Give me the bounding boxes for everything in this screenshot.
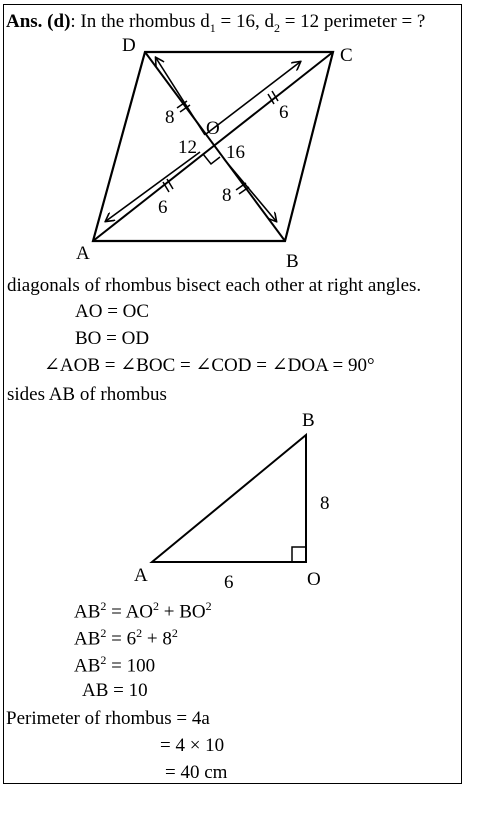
right-angle-mark [203, 154, 220, 164]
label-DO: 8 [165, 107, 175, 128]
vertex-D: D [122, 35, 136, 56]
bisect-statement: diagonals of rhombus bisect each other at right angles. [7, 275, 422, 296]
arrow-to-B [224, 159, 276, 221]
d1-value: = 16, d [215, 11, 274, 32]
equation-BO-OD: BO = OD [75, 328, 150, 349]
vertex-C: C [340, 45, 353, 66]
pythagoras-step-3: $AB^2 = 100$ [74, 653, 156, 677]
label-d1: 16 [226, 142, 245, 163]
vertex-A: A [76, 243, 90, 264]
d1-subscript: 1 [209, 20, 216, 35]
triangle-side-AO: 6 [224, 572, 234, 593]
triangle-vertex-A: A [134, 565, 148, 586]
d2-value: = 12 perimeter = ? [279, 11, 426, 32]
pythagoras-result: AB = 10 [82, 680, 148, 701]
vertex-B: B [286, 251, 299, 272]
label-d2: 12 [178, 137, 197, 158]
equation-angles: ∠AOB = ∠BOC = ∠COD = ∠DOA = 90° [44, 355, 375, 376]
perimeter-formula: Perimeter of rhombus = 4a [6, 708, 210, 729]
question-text: : In the rhombus d [70, 11, 210, 32]
pythagoras-step-1: $AB^2 = AO^2 + BO^2$ [74, 599, 212, 623]
answer-label: Ans. (d) [6, 11, 71, 32]
arrow-to-C [206, 62, 300, 134]
triangle-vertex-B: B [302, 410, 315, 431]
label-AO: 6 [158, 197, 168, 218]
sides-statement: sides AB of rhombus [7, 384, 167, 405]
perimeter-result: = 40 cm [165, 762, 228, 783]
triangle-side-BO: 8 [320, 493, 330, 514]
d2-subscript: 2 [273, 20, 280, 35]
label-OB: 8 [222, 185, 232, 206]
right-triangle [152, 435, 306, 562]
pythagoras-step-2: $AB^2 = 6^2 + 8^2$ [74, 626, 178, 650]
label-OC: 6 [279, 102, 289, 123]
triangle-vertex-O: O [307, 569, 321, 590]
triangle-right-angle [292, 547, 306, 562]
equation-AO-OC: AO = OC [75, 301, 150, 322]
arrow-to-D [156, 58, 205, 135]
center-O: O [206, 118, 220, 139]
diagonal-AC [93, 52, 333, 241]
arrow-to-A [106, 152, 200, 221]
perimeter-substitution: = 4 × 10 [160, 735, 225, 756]
